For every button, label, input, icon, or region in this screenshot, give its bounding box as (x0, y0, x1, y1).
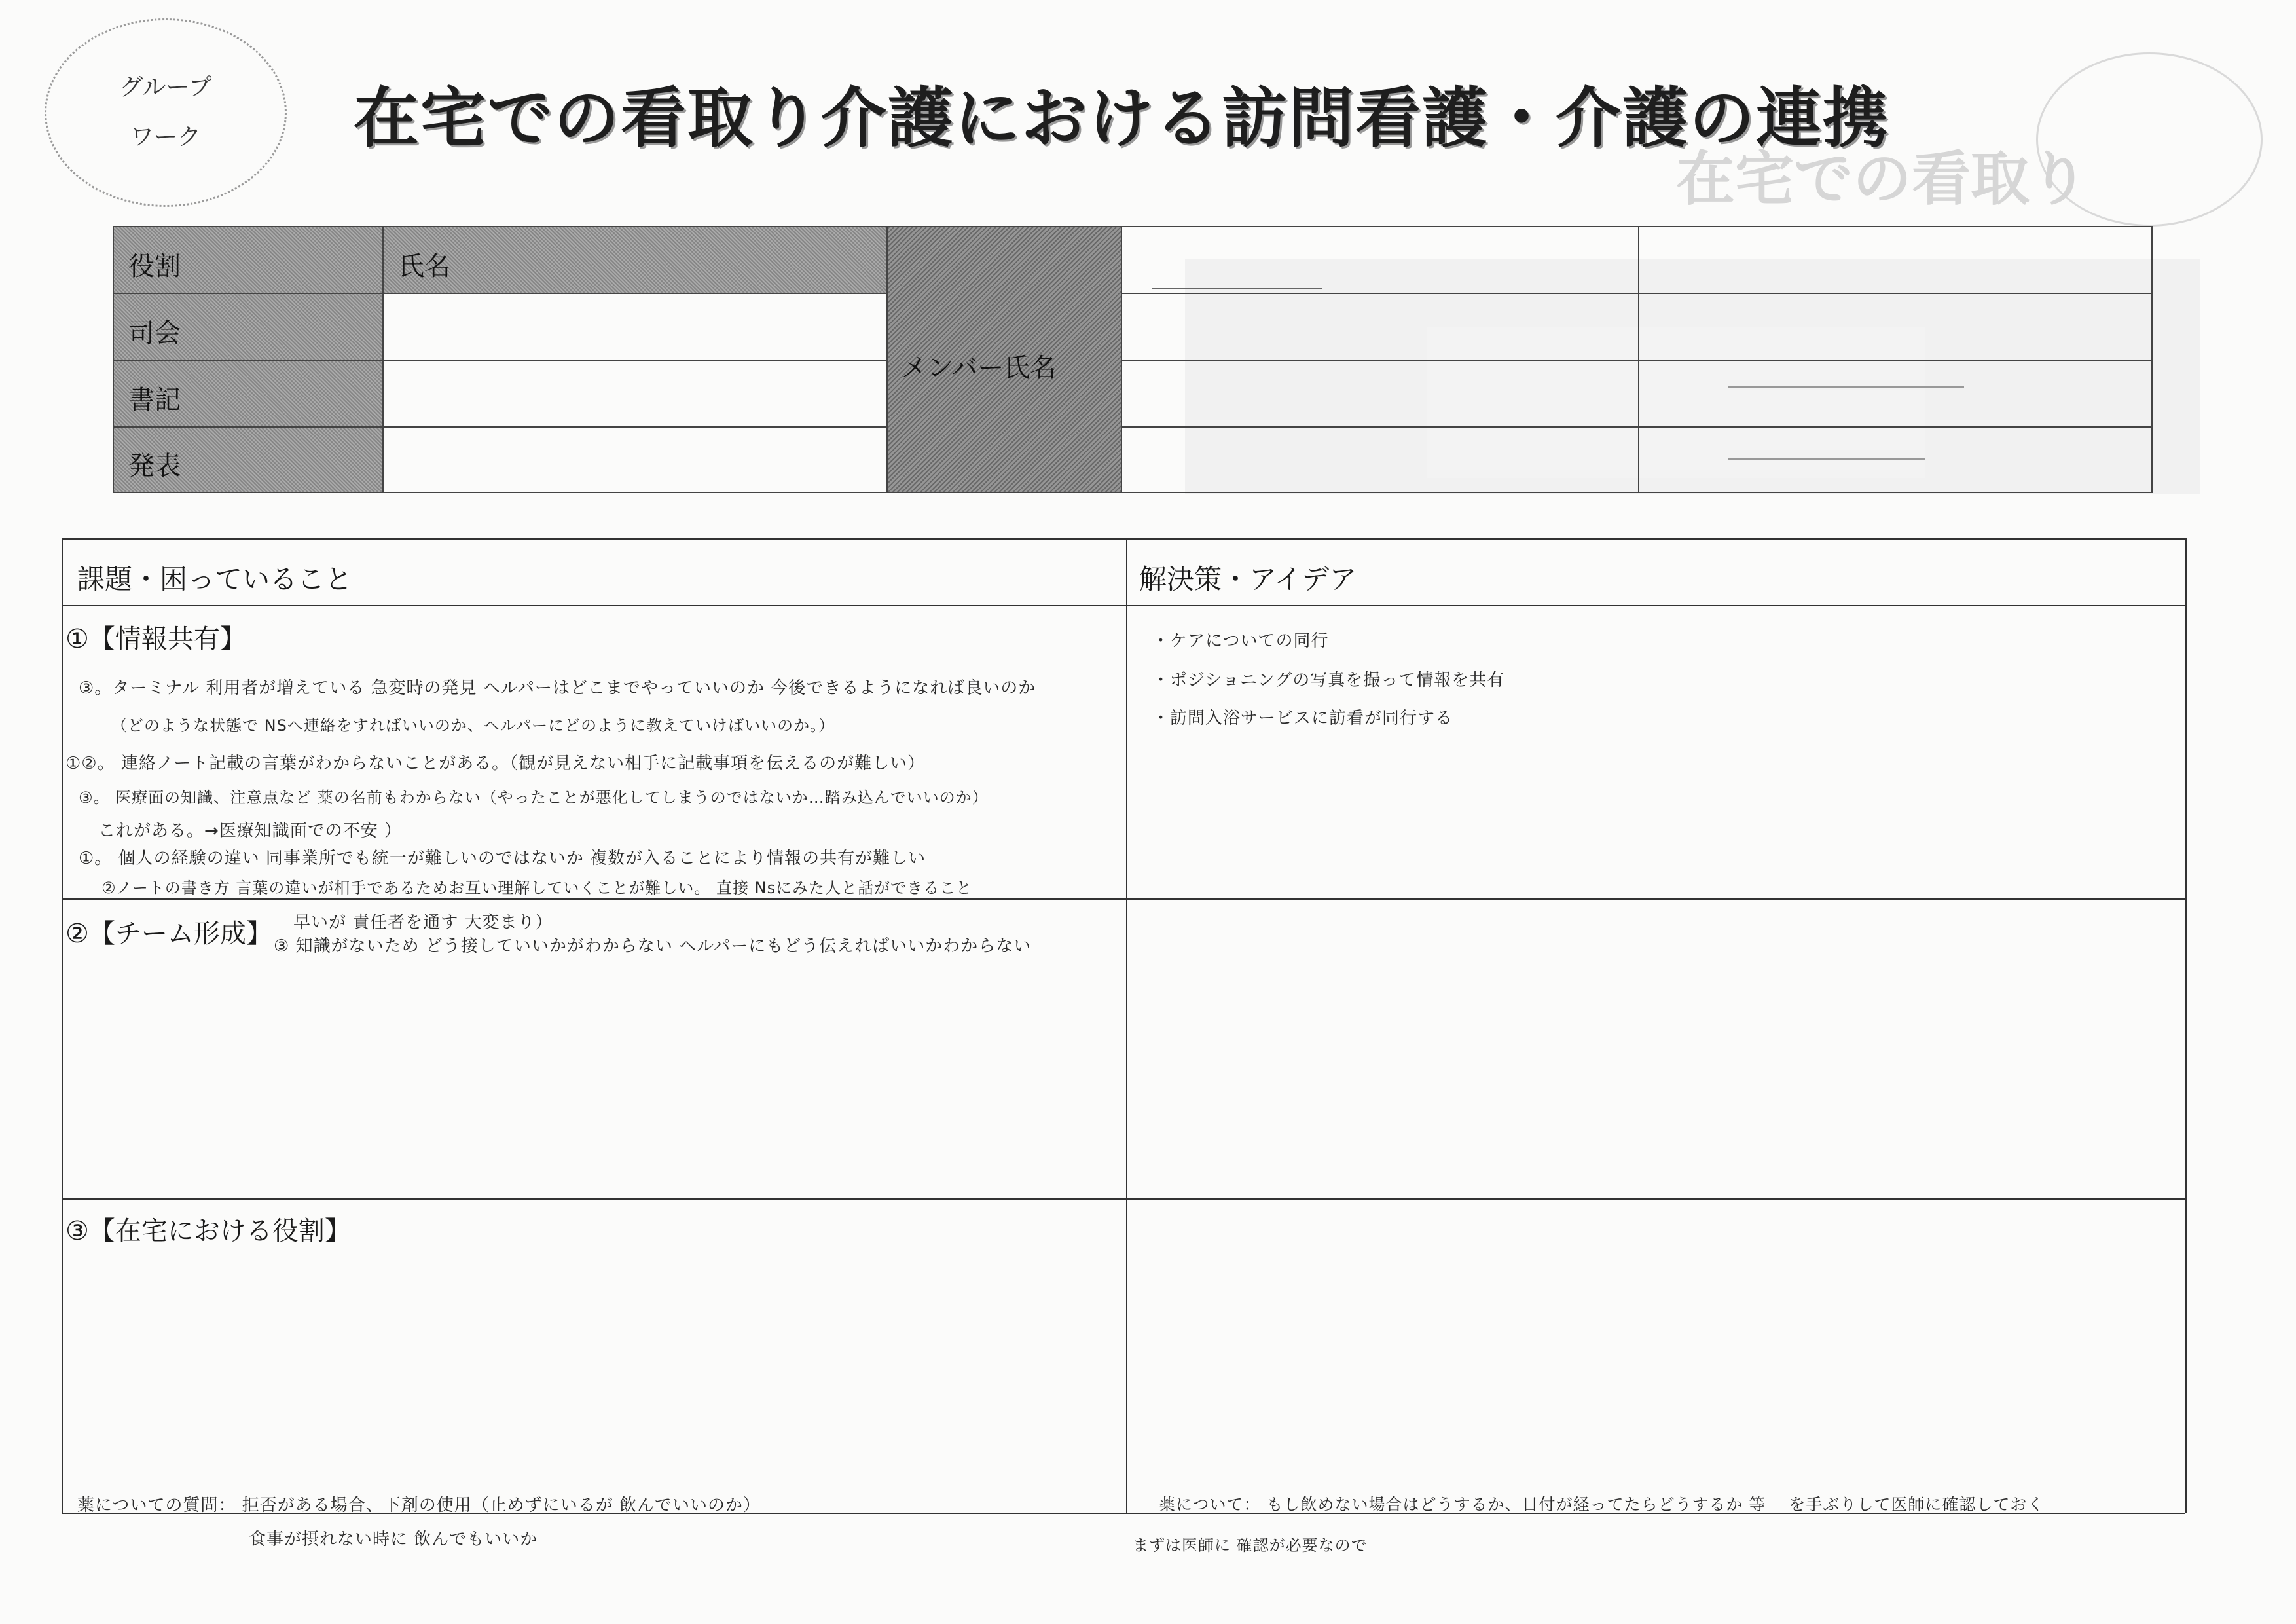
member-cell-b1[interactable] (1638, 226, 2153, 294)
section-team-formation: ②【チーム形成】 (65, 919, 272, 949)
bottom-right-note-2: まずは医師に 確認が必要なので (1133, 1536, 1368, 1555)
grid-row1-bottom (62, 898, 2185, 900)
group-work-badge (45, 18, 287, 207)
section-home-roles: ③【在宅における役割】 (65, 1216, 351, 1246)
grid-left (62, 538, 63, 1513)
member-cell-a4[interactable] (1121, 426, 1639, 493)
name-header: 氏名 (398, 251, 450, 282)
note-team-1: 早いが 責任者を通す 大変まり） (293, 913, 553, 932)
note-info-6: ①。 個人の経験の違い 同事業所でも統一が難しいのではないか 複数が入ることにより情報の共有が難しい (79, 849, 926, 868)
bottom-left-note-2: 食事が摂れない時に 飲んでもいいか (249, 1530, 538, 1549)
grid-right (2185, 538, 2187, 1513)
grid-top (62, 538, 2185, 540)
role-presenter: 発表 (128, 451, 181, 481)
note-info-2: （どのような状態で NSへ連絡をすればいいのか、ヘルパーにどのように教えていけばいいのか。） (111, 716, 835, 735)
note-info-7: ②ノートの書き方 言葉の違いが相手であるためお互い理解していくことが難しい。 直接 Nsにみた人と話ができること (101, 879, 973, 897)
name-cell-1[interactable] (382, 293, 888, 361)
note-team-2: ③ 知識がないため どう接していいかがわからない ヘルパーにもどう伝えればいいかわからない (274, 936, 1032, 956)
member-cell-b3[interactable] (1638, 360, 2153, 428)
role-scribe: 書記 (128, 385, 181, 415)
idea-2: ・ポジショニングの写真を撮って情報を共有 (1152, 671, 1505, 690)
member-cell-b4[interactable] (1638, 426, 2153, 493)
note-info-4: ③。 医療面の知識、注意点など 薬の名前もわからない（やったことが悪化してしまうのではないか…踏み込んでいいのか） (79, 788, 989, 807)
badge-line2: ワーク (130, 124, 201, 151)
member-cell-b2[interactable] (1638, 293, 2153, 361)
left-column-header: 課題・困っていること (77, 563, 353, 595)
note-info-1: ③。ターミナル 利用者が増えている 急変時の発見 ヘルパーはどこまでやっていいのか 今後できるようになれば良いのか (79, 678, 1036, 698)
member-cell-a3[interactable] (1121, 360, 1639, 428)
bottom-right-note-1: 薬について： もし飲めない場合はどうするか、日付が経ってたらどうするか 等 を手ぶりして医師に確認しておく (1159, 1495, 2045, 1514)
name-cell-2[interactable] (382, 360, 888, 428)
signature-stroke-1 (1152, 288, 1322, 289)
note-info-5: これがある。→医療知識面での不安 ） (98, 821, 403, 841)
note-info-3: ①②。 連絡ノート記載の言葉がわからないことがある。（観が見えない相手に記載事項を伝えるのが難しい） (65, 754, 926, 773)
grid-header-bottom (62, 605, 2185, 606)
idea-1: ・ケアについての同行 (1152, 631, 1329, 651)
right-column-header: 解決策・アイデア (1139, 563, 1357, 595)
section-info-sharing: ①【情報共有】 (65, 624, 246, 654)
idea-3: ・訪問入浴サービスに訪看が同行する (1152, 709, 1453, 728)
signature-stroke-3 (1728, 458, 1925, 460)
member-cell-a1[interactable] (1121, 226, 1639, 294)
role-header: 役割 (128, 251, 181, 282)
member-label: メンバー氏名 (901, 353, 1057, 383)
name-cell-3[interactable] (382, 426, 888, 493)
page-title: 在宅での看取り介護における訪問看護・介護の連携 (354, 80, 1889, 157)
name-header-cell (382, 226, 888, 294)
member-cell-a2[interactable] (1121, 293, 1639, 361)
grid-mid (1126, 538, 1127, 1513)
bottom-left-note-1: 薬についての質問： 拒否がある場合、下剤の使用（止めずにいるが 飲んでいいのか） (77, 1496, 761, 1515)
badge-line1: グループ (119, 74, 212, 101)
ghost-title: 在宅での看取り (1676, 145, 2088, 213)
grid-row2-bottom (62, 1198, 2185, 1200)
signature-stroke-2 (1728, 386, 1964, 388)
role-mc: 司会 (128, 318, 181, 348)
